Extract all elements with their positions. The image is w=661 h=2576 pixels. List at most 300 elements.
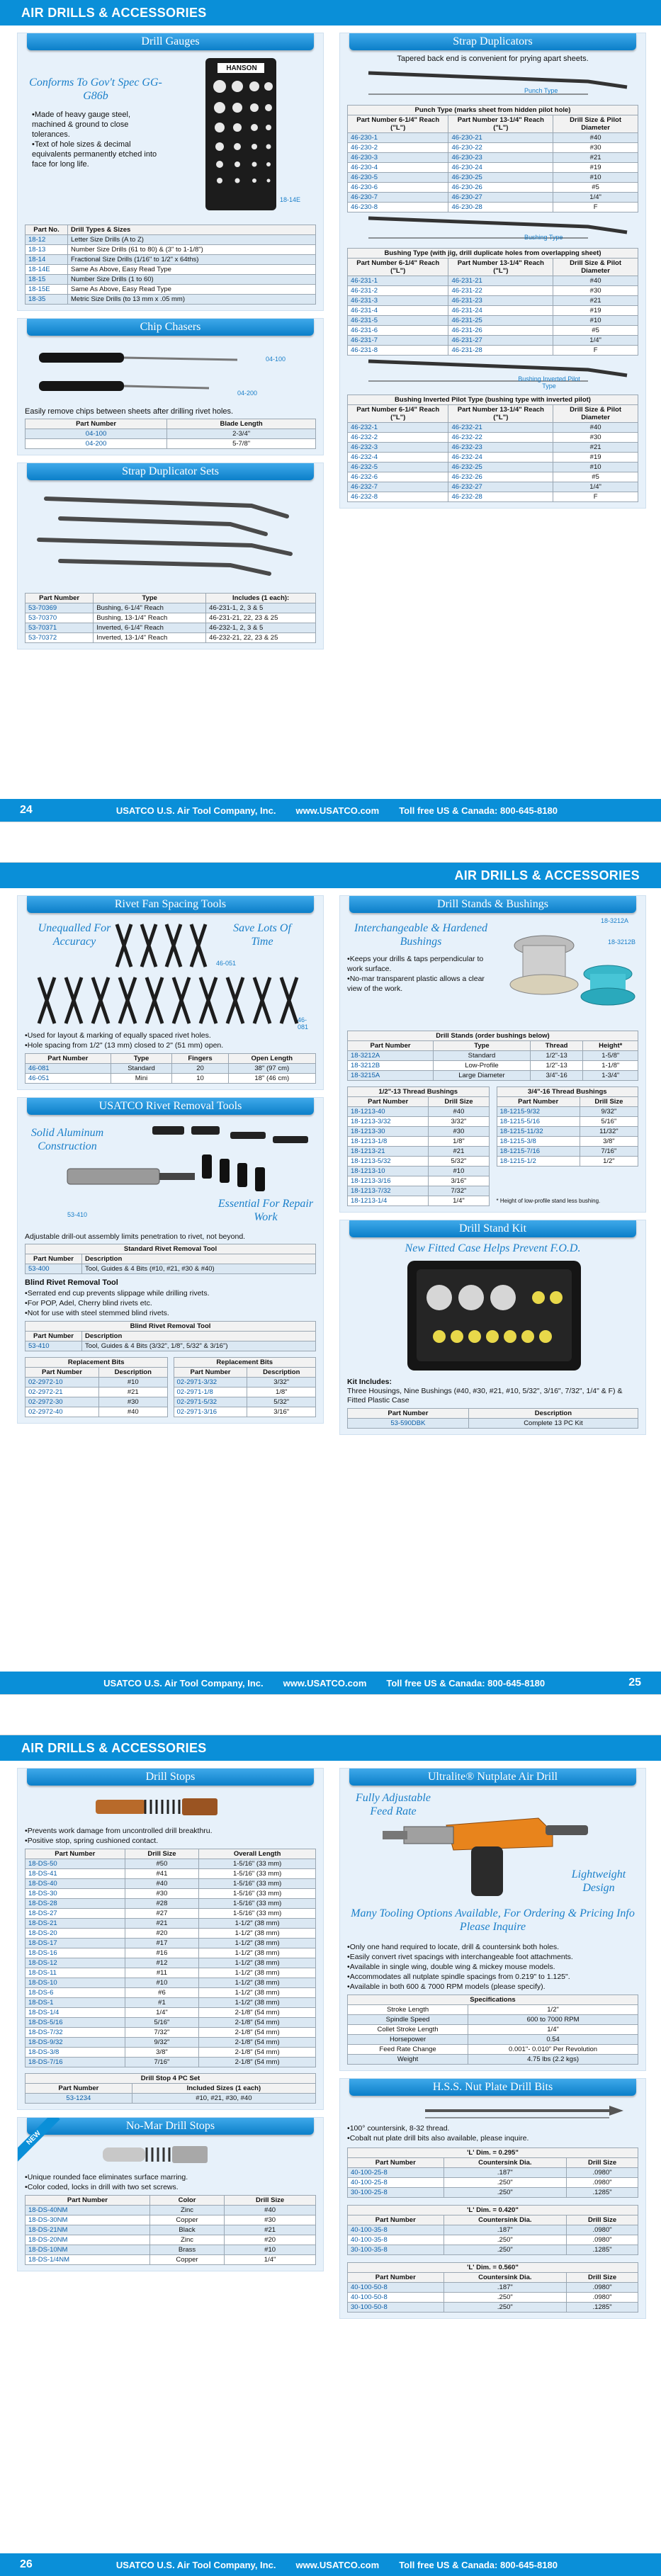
table-cell: Copper bbox=[149, 2215, 224, 2225]
table-cell: 46-231-27 bbox=[448, 336, 553, 346]
table-row bbox=[26, 285, 316, 295]
column-header: Countersink Dia. bbox=[444, 2215, 567, 2225]
table-cell: Horsepower bbox=[348, 2035, 468, 2045]
table-cell: 46-232-26 bbox=[448, 472, 553, 482]
table-row bbox=[26, 2028, 316, 2038]
rivet-fan-table bbox=[25, 1053, 316, 1084]
table-row bbox=[497, 1117, 638, 1127]
table-row bbox=[26, 1407, 168, 1417]
table-cell: 46-232-7 bbox=[348, 482, 448, 492]
section-hss-nut-plate-bits bbox=[339, 2078, 646, 2319]
table-row bbox=[348, 2225, 638, 2235]
table-cell: #30 bbox=[553, 286, 638, 296]
table-cell: Weight bbox=[348, 2055, 468, 2065]
table-cell: Bushing, 13-1/4" Reach bbox=[94, 613, 206, 623]
table-cell: 1-1/8" bbox=[583, 1061, 638, 1071]
table-row bbox=[26, 2038, 316, 2048]
table-cell: #21 bbox=[553, 296, 638, 306]
column-header: Part Number 6-1/4" Reach ("L") bbox=[348, 259, 448, 276]
drill-stand-kit-image bbox=[340, 1255, 647, 1375]
inverted-pilot-drawing bbox=[347, 356, 640, 395]
table-row bbox=[348, 133, 638, 143]
table-row bbox=[26, 2058, 316, 2067]
table-cell: 0.54 bbox=[468, 2035, 638, 2045]
table-cell: 2-1/8" (54 mm) bbox=[199, 2018, 316, 2028]
table-cell: 3/8" bbox=[580, 1137, 638, 1147]
table-row bbox=[26, 1859, 316, 1869]
table-cell: 04-200 bbox=[26, 439, 167, 449]
table-cell: 18-3212B bbox=[348, 1061, 434, 1071]
table-cell: Zinc bbox=[149, 2206, 224, 2215]
table-caption: Replacement Bits bbox=[25, 1357, 168, 1367]
tagline: Conforms To Gov't Spec GG-G86b bbox=[29, 76, 162, 102]
table-row bbox=[348, 286, 638, 296]
table-cell: 18-DS-20 bbox=[26, 1929, 125, 1939]
table-row bbox=[26, 439, 316, 449]
page-number: 26 bbox=[20, 2558, 33, 2570]
table-row bbox=[348, 163, 638, 173]
table-cell: 2-1/8" (54 mm) bbox=[199, 2048, 316, 2058]
table-row bbox=[348, 1127, 490, 1137]
table-cell: Large Diameter bbox=[434, 1071, 531, 1081]
table-cell: 18-DS-7/16 bbox=[26, 2058, 125, 2067]
website-link[interactable]: www.USATCO.com bbox=[295, 2559, 380, 2570]
table-cell: 18-DS-6 bbox=[26, 1988, 125, 1998]
section-drill-stops bbox=[17, 1768, 324, 2110]
table-cell: 2-3/4" bbox=[167, 429, 316, 439]
page-header: AIR DRILLS & ACCESSORIES bbox=[0, 0, 661, 25]
table-row bbox=[26, 1879, 316, 1889]
website-link[interactable]: www.USATCO.com bbox=[295, 805, 380, 816]
image-label: 04-200 bbox=[237, 390, 258, 397]
table-cell: 46-231-4 bbox=[348, 306, 448, 316]
table-row bbox=[348, 1186, 490, 1196]
table-row bbox=[26, 1054, 316, 1064]
table-row bbox=[26, 603, 316, 613]
table-row bbox=[26, 1849, 316, 1859]
blind-removal-heading: Blind Rivet Removal Tool bbox=[25, 1278, 118, 1287]
page-number: 25 bbox=[628, 1676, 641, 1689]
table-row bbox=[26, 255, 316, 265]
table-cell: Feed Rate Change bbox=[348, 2045, 468, 2055]
section-drill-stand-kit bbox=[339, 1220, 646, 1435]
table-cell: 5-7/8" bbox=[167, 439, 316, 449]
table-cell: Mini bbox=[111, 1074, 172, 1084]
table-cell: 11/32" bbox=[580, 1127, 638, 1137]
section-title: USATCO Rivet Removal Tools bbox=[27, 1098, 314, 1115]
table-cell: 1/4" bbox=[125, 2008, 199, 2018]
table-cell: 53-410 bbox=[26, 1341, 82, 1351]
table-cell: 46-230-4 bbox=[348, 163, 448, 173]
table-cell: #40 bbox=[553, 133, 638, 143]
table-cell: 3/4"-16 bbox=[530, 1071, 583, 1081]
table-cell: 46-231-24 bbox=[448, 306, 553, 316]
section-drill-stands bbox=[339, 895, 646, 1213]
table-cell: 18-DS-7/32 bbox=[26, 2028, 125, 2038]
table-row bbox=[497, 1147, 638, 1157]
table-cell: 1-1/2" (38 mm) bbox=[199, 1939, 316, 1948]
table-cell: 1/2"-13 bbox=[530, 1051, 583, 1061]
table-cell: 18-1213-1/8 bbox=[348, 1137, 429, 1147]
table-cell: 5/32" bbox=[429, 1157, 489, 1167]
table-cell: 02-2971-3/32 bbox=[174, 1378, 247, 1388]
table-row bbox=[348, 1196, 490, 1206]
table-cell: 18-DS-40 bbox=[26, 1879, 125, 1889]
table-row bbox=[348, 2273, 638, 2283]
column-header: Part Number 6-1/4" Reach ("L") bbox=[348, 115, 448, 133]
table-cell: #21 bbox=[553, 153, 638, 163]
table-cell: 18-DS-27 bbox=[26, 1909, 125, 1919]
tagline: Interchangeable & Hardened Bushings bbox=[354, 922, 488, 948]
table-row bbox=[26, 1341, 316, 1351]
catalog-page-25 bbox=[0, 863, 661, 1694]
table-row bbox=[26, 2018, 316, 2028]
table-cell: 46-230-23 bbox=[448, 153, 553, 163]
table-row bbox=[26, 2084, 316, 2094]
table-row bbox=[26, 1064, 316, 1074]
table-cell: 46-231-6 bbox=[348, 326, 448, 336]
table-row bbox=[348, 1137, 490, 1147]
column-header: Overall Length bbox=[199, 1849, 316, 1859]
table-cell: 46-232-21 bbox=[448, 423, 553, 433]
new-badge: NEW bbox=[17, 2117, 60, 2164]
table-row bbox=[26, 613, 316, 623]
table-row bbox=[348, 203, 638, 212]
bullet: • Available in single wing, double wing & mickey mouse models. bbox=[347, 1962, 638, 1972]
page-header: AIR DRILLS & ACCESSORIES bbox=[0, 1735, 661, 1761]
table-row bbox=[348, 2025, 638, 2035]
table-cell: 18-DS-1/4NM bbox=[26, 2255, 150, 2265]
table-row bbox=[348, 2293, 638, 2303]
table-cell: Zinc bbox=[149, 2235, 224, 2245]
table-cell: Same As Above, Easy Read Type bbox=[68, 265, 316, 275]
table-row bbox=[348, 1071, 638, 1081]
table-caption: 'L' Dim. = 0.560" bbox=[347, 2262, 638, 2272]
table-cell: Bushing, 6-1/4" Reach bbox=[94, 603, 206, 613]
table-cell: #30 bbox=[98, 1397, 167, 1407]
column-header: Height* bbox=[583, 1041, 638, 1051]
table-row bbox=[348, 306, 638, 316]
column-header: Description bbox=[82, 1254, 316, 1264]
table-row bbox=[348, 336, 638, 346]
bushing-type-drawing bbox=[347, 212, 640, 248]
tagline: Save Lots Of Time bbox=[233, 922, 291, 948]
table-cell: 46-230-2 bbox=[348, 143, 448, 153]
table-cell: 46-232-27 bbox=[448, 482, 553, 492]
table-cell: 9/32" bbox=[580, 1107, 638, 1117]
table-cell: Tool, Guides & 4 Bits (#10, #21, #30 & #40) bbox=[82, 1264, 316, 1274]
section-drill-gauges bbox=[17, 33, 324, 311]
table-cell: #21 bbox=[125, 1919, 199, 1929]
table-cell: 46-230-6 bbox=[348, 183, 448, 193]
table-cell: 46-231-1 bbox=[348, 276, 448, 286]
table-row bbox=[26, 633, 316, 643]
table-cell: 53-70372 bbox=[26, 633, 94, 643]
table-caption: 'L' Dim. = 0.420" bbox=[347, 2205, 638, 2215]
column-header: Open Length bbox=[228, 1054, 315, 1064]
table-cell: 18-DS-10 bbox=[26, 1978, 125, 1988]
table-cell: 18-DS-21 bbox=[26, 1919, 125, 1929]
table-row bbox=[348, 1107, 490, 1117]
bullet: • Unique rounded face eliminates surface marring. bbox=[25, 2172, 316, 2182]
table-cell: 18-DS-9/32 bbox=[26, 2038, 125, 2048]
table-row bbox=[497, 1107, 638, 1117]
table-row bbox=[348, 2158, 638, 2168]
table-row bbox=[26, 1978, 316, 1988]
table-row bbox=[348, 2178, 638, 2188]
table-cell: 46-231-5 bbox=[348, 316, 448, 326]
table-cell: 18-15 bbox=[26, 275, 68, 285]
table-cell: 1/4" bbox=[429, 1196, 489, 1206]
table-cell: 18-DS-40NM bbox=[26, 2206, 150, 2215]
column-header: Part Number bbox=[26, 594, 94, 603]
table-row bbox=[26, 225, 316, 235]
table-caption: 'L' Dim. = 0.295" bbox=[347, 2147, 638, 2157]
drill-stands-table bbox=[347, 1040, 638, 1081]
column-header: Drill Size & Pilot Diameter bbox=[553, 115, 638, 133]
table-cell: 02-2971-1/8 bbox=[174, 1388, 247, 1397]
bullet: • Only one hand required to locate, drill & countersink both holes. bbox=[347, 1942, 638, 1952]
table-row bbox=[348, 1409, 638, 1419]
table-cell: 1-5/16" (33 mm) bbox=[199, 1859, 316, 1869]
table-cell: .250" bbox=[444, 2303, 567, 2313]
table-row bbox=[348, 259, 638, 276]
table-cell: .250" bbox=[444, 2245, 567, 2255]
table-cell: 46-231-21 bbox=[448, 276, 553, 286]
column-header: Part Number bbox=[26, 2196, 150, 2206]
table-cell: #10 bbox=[125, 1978, 199, 1988]
table-cell: 46-230-22 bbox=[448, 143, 553, 153]
table-row bbox=[26, 1929, 316, 1939]
section-no-mar-drill-stops bbox=[17, 2117, 324, 2271]
table-cell: Standard bbox=[434, 1051, 531, 1061]
table-row bbox=[26, 1998, 316, 2008]
table-cell: 3/32" bbox=[247, 1378, 316, 1388]
table-cell: 46-231-3 bbox=[348, 296, 448, 306]
table-row bbox=[26, 275, 316, 285]
bullet: • Serrated end cup prevents slippage while drilling rivets. bbox=[25, 1288, 316, 1298]
toll-free: Toll free US & Canada: 800-645-8180 bbox=[399, 805, 558, 816]
column-header: Part Number 13-1/4" Reach ("L") bbox=[448, 259, 553, 276]
table-row bbox=[26, 1939, 316, 1948]
table-cell: 46-230-8 bbox=[348, 203, 448, 212]
page-header: AIR DRILLS & ACCESSORIES bbox=[0, 863, 661, 888]
table-cell: 04-100 bbox=[26, 429, 167, 439]
bullet: • For POP, Adel, Cherry blind rivets etc. bbox=[25, 1298, 316, 1308]
image-label: Bushing Inverted Pilot Type bbox=[518, 375, 580, 390]
table-cell: 1-1/2" (38 mm) bbox=[199, 1968, 316, 1978]
section-strap-duplicators bbox=[339, 33, 646, 509]
table-row bbox=[348, 2235, 638, 2245]
table-cell: 02-2972-21 bbox=[26, 1388, 99, 1397]
table-cell: 18-DS-10NM bbox=[26, 2245, 150, 2255]
table-cell: 18-DS-30 bbox=[26, 1889, 125, 1899]
table-cell: Copper bbox=[149, 2255, 224, 2265]
tagline: New Fitted Case Helps Prevent F.O.D. bbox=[405, 1242, 581, 1254]
table-cell: 46-231-2 bbox=[348, 286, 448, 296]
table-cell: 10 bbox=[172, 1074, 228, 1084]
table-cell: Brass bbox=[149, 2245, 224, 2255]
image-label: 46-081 bbox=[298, 1016, 309, 1031]
drill-stops-table bbox=[25, 1849, 316, 2067]
table-row bbox=[348, 143, 638, 153]
column-header: Part Number bbox=[174, 1368, 247, 1378]
table-cell: .0980" bbox=[567, 2235, 638, 2245]
table-cell: 46-231-21, 22, 23 & 25 bbox=[206, 613, 316, 623]
table-cell: #40 bbox=[553, 423, 638, 433]
table-cell: .0980" bbox=[567, 2168, 638, 2178]
table-row bbox=[348, 453, 638, 463]
table-row bbox=[348, 492, 638, 502]
table-row bbox=[348, 2168, 638, 2178]
table-cell: 1/4" bbox=[225, 2255, 316, 2265]
column-header: Part Number bbox=[26, 1054, 111, 1064]
section-title: Drill Stands & Bushings bbox=[349, 896, 636, 913]
table-cell: 46-231-1, 2, 3 & 5 bbox=[206, 603, 316, 613]
table-row bbox=[348, 2045, 638, 2055]
table-cell: #10 bbox=[553, 173, 638, 183]
table-cell: 5/32" bbox=[247, 1397, 316, 1407]
table-cell: 30-100-35-8 bbox=[348, 2245, 444, 2255]
table-cell: 18-DS-1/4 bbox=[26, 2008, 125, 2018]
table-cell: 5/16" bbox=[125, 2018, 199, 2028]
column-header: Description bbox=[98, 1368, 167, 1378]
table-row bbox=[348, 405, 638, 423]
table-cell: .0980" bbox=[567, 2225, 638, 2235]
table-cell: 18-1215-7/16 bbox=[497, 1147, 580, 1157]
table-row bbox=[348, 173, 638, 183]
table-cell: 18-13 bbox=[26, 245, 68, 255]
table-cell: .187" bbox=[444, 2225, 567, 2235]
table-row bbox=[26, 2215, 316, 2225]
table-cell: 02-2972-10 bbox=[26, 1378, 99, 1388]
table-cell: #10 bbox=[553, 463, 638, 472]
table-cell: 0.001"- 0.010" Per Revolution bbox=[468, 2045, 638, 2055]
table-row bbox=[26, 1899, 316, 1909]
tagline: Essential For Repair Work bbox=[217, 1198, 314, 1223]
table-row bbox=[348, 2188, 638, 2198]
table-cell: #21 bbox=[429, 1147, 489, 1157]
table-cell: 1-5/16" (33 mm) bbox=[199, 1909, 316, 1919]
bullet: • No-mar transparent plastic allows a clear view of the work. bbox=[347, 974, 495, 994]
image-label: 18-3212A bbox=[601, 917, 629, 924]
table-cell: 46-231-8 bbox=[348, 346, 448, 356]
table-cell: #10, #21, #30, #40 bbox=[132, 2094, 315, 2104]
table-cell: 46-232-22 bbox=[448, 433, 553, 443]
table-cell: 46-231-25 bbox=[448, 316, 553, 326]
bullet: • Hole spacing from 1/2" (13 mm) closed to 2" (51 mm) open. bbox=[25, 1040, 316, 1050]
table-cell: 18-3215A bbox=[348, 1071, 434, 1081]
image-label: 18-3212B bbox=[608, 938, 636, 946]
column-header: Part Number bbox=[348, 1097, 429, 1107]
table-cell: #50 bbox=[125, 1859, 199, 1869]
catalog-page-26 bbox=[0, 1735, 661, 2576]
punch-type-table bbox=[347, 115, 638, 212]
table-cell: Collet Stroke Length bbox=[348, 2025, 468, 2035]
table-cell: 18-DS-12 bbox=[26, 1958, 125, 1968]
table-row bbox=[26, 2206, 316, 2215]
table-row bbox=[348, 2283, 638, 2293]
table-cell: #5 bbox=[553, 472, 638, 482]
column-header: Includes (1 each): bbox=[206, 594, 316, 603]
table-row bbox=[26, 1968, 316, 1978]
table-cell: #30 bbox=[553, 143, 638, 153]
table-cell: 18-14 bbox=[26, 255, 68, 265]
column-header: Drill Size bbox=[225, 2196, 316, 2206]
table-cell: 18-35 bbox=[26, 295, 68, 305]
table-cell: 2-1/8" (54 mm) bbox=[199, 2038, 316, 2048]
table-cell: 20 bbox=[172, 1064, 228, 1074]
no-mar-drill-stop-image bbox=[18, 2139, 324, 2170]
table-cell: 02-2971-5/32 bbox=[174, 1397, 247, 1407]
table-row bbox=[26, 2048, 316, 2058]
table-cell: 53-400 bbox=[26, 1264, 82, 1274]
table-row bbox=[26, 623, 316, 633]
table-cell: 1/4" bbox=[553, 336, 638, 346]
column-header: Part Number bbox=[26, 1368, 99, 1378]
description: Adjustable drill-out assembly limits penetration to rivet, not beyond. bbox=[25, 1232, 246, 1241]
table-cell: #10 bbox=[225, 2245, 316, 2255]
drill-gauges-table bbox=[25, 225, 316, 305]
column-header: Type bbox=[434, 1041, 531, 1051]
image-label: 53-410 bbox=[67, 1211, 88, 1218]
table-cell: 1-1/2" (38 mm) bbox=[199, 1919, 316, 1929]
table-cell: 1/8" bbox=[429, 1137, 489, 1147]
table-cell: 1-1/2" (38 mm) bbox=[199, 1929, 316, 1939]
section-title: Ultralite® Nutplate Air Drill bbox=[349, 1769, 636, 1786]
table-cell: 38" (97 cm) bbox=[228, 1064, 315, 1074]
column-header: Part Number bbox=[348, 1041, 434, 1051]
table-cell: #6 bbox=[125, 1988, 199, 1998]
table-cell: #11 bbox=[125, 1968, 199, 1978]
table-row bbox=[348, 2245, 638, 2255]
table-cell: #40 bbox=[98, 1407, 167, 1417]
table-cell: #21 bbox=[225, 2225, 316, 2235]
column-header: Description bbox=[82, 1332, 316, 1341]
section-rivet-fan-spacing bbox=[17, 895, 324, 1090]
table-cell: Metric Size Drills (to 13 mm x .05 mm) bbox=[68, 295, 316, 305]
table-cell: 1/4" bbox=[553, 482, 638, 492]
table-cell: .1285" bbox=[567, 2188, 638, 2198]
table-cell: 46-230-28 bbox=[448, 203, 553, 212]
table-caption: Standard Rivet Removal Tool bbox=[25, 1244, 316, 1254]
table-row bbox=[26, 594, 316, 603]
table-row bbox=[26, 2196, 316, 2206]
chip-chaser-image bbox=[25, 340, 317, 407]
table-cell: 18-1215-9/32 bbox=[497, 1107, 580, 1117]
table-cell: 30-100-25-8 bbox=[348, 2188, 444, 2198]
column-header: Part Number 13-1/4" Reach ("L") bbox=[448, 115, 553, 133]
website-link[interactable]: www.USATCO.com bbox=[283, 1677, 367, 1689]
bullet: • Available in both 600 & 7000 RPM models (please specify). bbox=[347, 1982, 638, 1992]
table-cell: 7/16" bbox=[125, 2058, 199, 2067]
table-cell: 2-1/8" (54 mm) bbox=[199, 2008, 316, 2018]
table-row bbox=[26, 265, 316, 275]
table-cell: #21 bbox=[553, 443, 638, 453]
table-cell: 1/2" bbox=[580, 1157, 638, 1167]
table-cell: 18-DS-16 bbox=[26, 1948, 125, 1958]
table-cell: 1-1/2" (38 mm) bbox=[199, 1978, 316, 1988]
table-cell: Tool, Guides & 4 Bits (3/32", 1/8", 5/32" & 3/16") bbox=[82, 1341, 316, 1351]
table-row bbox=[348, 2303, 638, 2313]
table-row bbox=[26, 2245, 316, 2255]
table-cell: Inverted, 6-1/4" Reach bbox=[94, 623, 206, 633]
table-row bbox=[26, 1988, 316, 1998]
table-cell: Spindle Speed bbox=[348, 2015, 468, 2025]
table-cell: #5 bbox=[553, 183, 638, 193]
table-row bbox=[348, 1097, 490, 1107]
column-header: Part Number bbox=[26, 1254, 82, 1264]
